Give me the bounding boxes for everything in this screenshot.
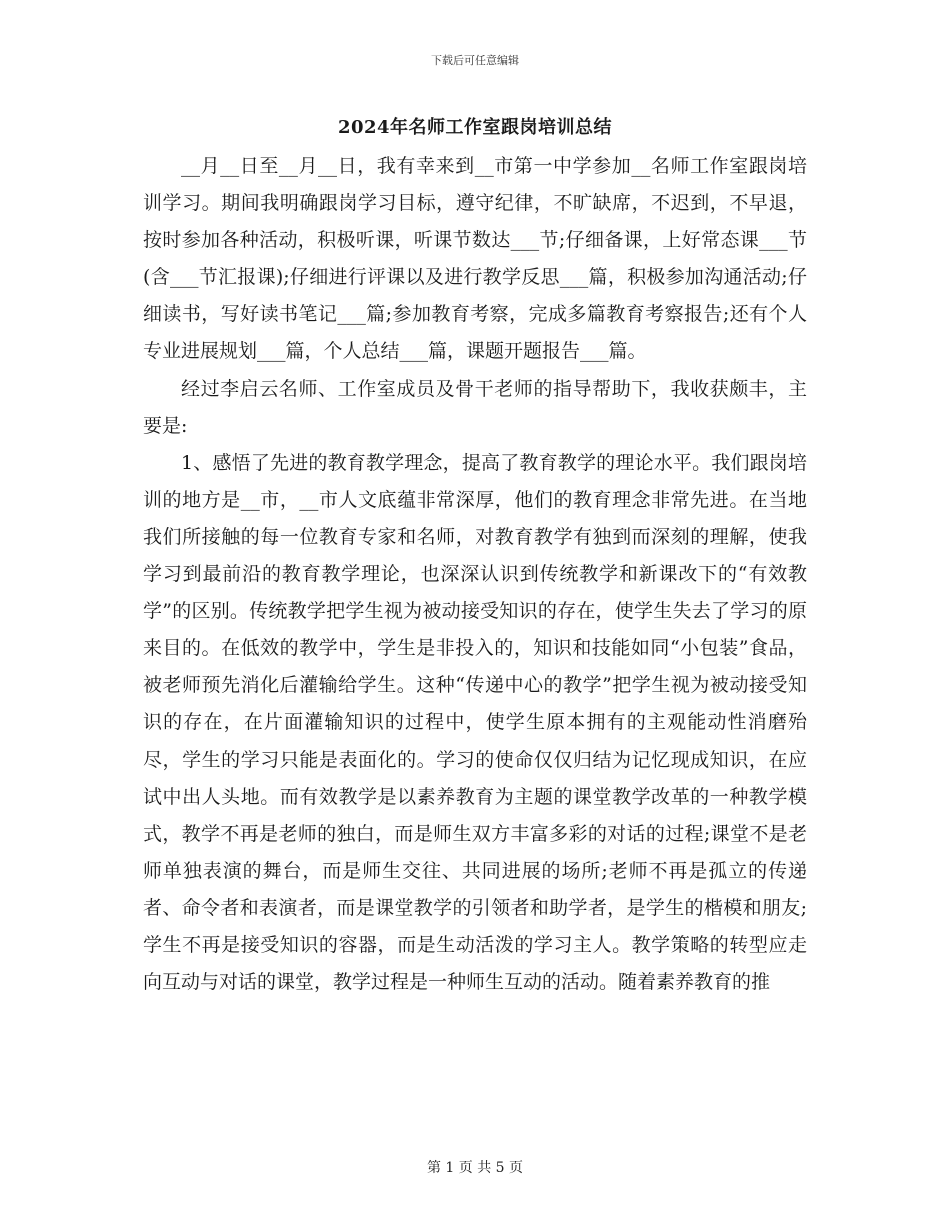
page-header-note: 下载后可任意编辑: [431, 54, 519, 67]
paragraph-point-1: 1、感悟了先进的教育教学理念，提高了教育教学的理论水平。我们跟岗培训的地方是__市，__市人文底蕴非常深厚，他们的教育理念非常先进。在当地我们所接触的每一位教育专家和名师，对教育教学有独到而深刻的理解，使我学习到最前沿的教育教学理论，也深深认识到传统教学和新课改下的“有效教学”的区别。传统教学把学生视为被动接受知识的存在，使学生失去了学习的原来目的。在低效的教学中，学生是非投入的，知识和技能如同“小包装”食品，被老师预先消化后灌输给学生。这种“传递中心的教学”把学生视为被动接受知识的存在，在片面灌输知识的过程中，使学生原本拥有的主观能动性消磨殆尽，学生的学习只能是表面化的。学习的使命仅仅归结为记忆现成知识，在应试中出人头地。而有效教学是以素养教育为主题的课堂教学改革的一种教学模式，教学不再是老师的独白，而是师生双方丰富多彩的对话的过程;课堂不是老师单独表演的舞台，而是师生交往、共同进展的场所;老师不再是孤立的传递者、命令者和表演者，而是课堂教学的引领者和助学者，是学生的楷模和朋友;学生不再是接受知识的容器，而是生动活泼的学习主人。教学策略的转型应走向互动与对话的课堂，教学过程是一种师生互动的活动。随着素养教育的推: [143, 451, 807, 994]
document-body: [143, 148, 807, 1001]
document-title: 2024年名师工作室跟岗培训总结: [337, 117, 613, 138]
paragraph-summary-lead: 经过李启云名师、工作室成员及骨干老师的指导帮助下，我收获颇丰，主要是:: [143, 377, 807, 437]
paragraph-intro: __月__日至__月__日，我有幸来到__市第一中学参加__名师工作室跟岗培训学习。期间我明确跟岗学习目标，遵守纪律，不旷缺席，不迟到，不早退，按时参加各种活动，积极听课，听课节数达___节;仔细备课，上好常态课___节(含___节汇报课);仔细进行评课以及进行教学反思___篇，积极参加沟通活动;仔细读书，写好读书笔记___篇;参加教育考察，完成多篇教育考察报告;还有个人专业进展规划___篇，个人总结___篇，课题开题报告___篇。: [143, 155, 807, 363]
page-number: 第 1 页 共 5 页: [426, 1160, 524, 1176]
